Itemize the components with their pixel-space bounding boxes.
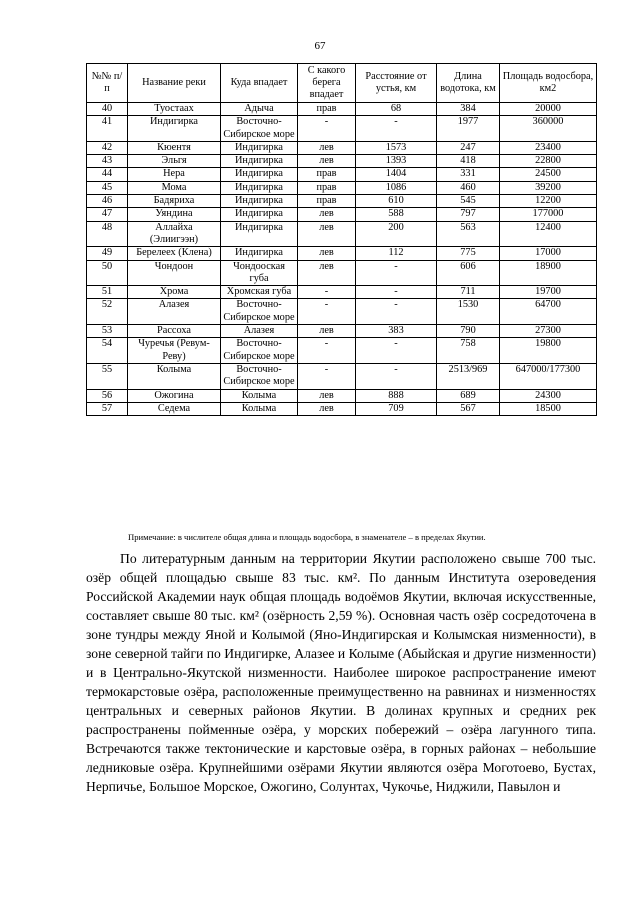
table-cell: 563	[437, 221, 500, 247]
table-cell: Чондоон	[128, 260, 221, 286]
table-cell: лев	[298, 155, 356, 168]
table-cell: Кюентя	[128, 141, 221, 154]
table-cell: Восточно-Сибирское море	[221, 363, 298, 389]
table-cell: лев	[298, 402, 356, 415]
table-cell: 18900	[500, 260, 597, 286]
table-row	[87, 195, 597, 208]
table-cell: -	[356, 260, 437, 286]
table-row	[87, 286, 597, 299]
table-cell: 12400	[500, 221, 597, 247]
table-cell: 57	[87, 402, 128, 415]
table-cell: лев	[298, 208, 356, 221]
table-cell: Индигирка	[221, 168, 298, 181]
table-cell: 54	[87, 338, 128, 364]
table-cell: 39200	[500, 181, 597, 194]
table-cell: Индигирка	[221, 247, 298, 260]
table-cell: 45	[87, 181, 128, 194]
table-cell: 360000	[500, 116, 597, 142]
table-cell: 42	[87, 141, 128, 154]
table-cell: Аллайха (Элиигээн)	[128, 221, 221, 247]
table-cell: -	[298, 338, 356, 364]
column-header: Площадь водосбора, км2	[500, 64, 597, 103]
table-row	[87, 116, 597, 142]
table-cell: 23400	[500, 141, 597, 154]
table-cell: 758	[437, 338, 500, 364]
column-header: С какого берега впадает	[298, 64, 356, 103]
table-cell: 331	[437, 168, 500, 181]
table-body	[87, 103, 597, 416]
table-cell: 1404	[356, 168, 437, 181]
table-cell: Колыма	[221, 402, 298, 415]
table-row	[87, 338, 597, 364]
table-cell: 797	[437, 208, 500, 221]
table-cell: Адыча	[221, 103, 298, 116]
table-cell: 200	[356, 221, 437, 247]
table-cell: 545	[437, 195, 500, 208]
table-cell: 567	[437, 402, 500, 415]
table-row	[87, 363, 597, 389]
table-cell: Уяндина	[128, 208, 221, 221]
table-cell: 888	[356, 389, 437, 402]
table-cell: 1393	[356, 155, 437, 168]
table-cell: 19700	[500, 286, 597, 299]
table-cell: Мома	[128, 181, 221, 194]
table-cell: Индигирка	[221, 181, 298, 194]
table-cell: 20000	[500, 103, 597, 116]
table-cell: -	[298, 299, 356, 325]
table-cell: Туостаах	[128, 103, 221, 116]
table-cell: 709	[356, 402, 437, 415]
table-cell: лев	[298, 260, 356, 286]
table-cell: 610	[356, 195, 437, 208]
table-cell: 41	[87, 116, 128, 142]
table-cell: 790	[437, 325, 500, 338]
table-cell: 27300	[500, 325, 597, 338]
table-cell: Рассоха	[128, 325, 221, 338]
table-cell: 50	[87, 260, 128, 286]
table-cell: 52	[87, 299, 128, 325]
body-paragraph: По литературным данным на территории Якутии расположено свыше 700 тыс. озёр общей площадью свыше 83 тыс. км². По данным Института озероведения Российской Академии наук общая площадь водоёмов Якутии, включая искусственные, составляет свыше 80 тыс. км² (озёрность 2,59 %). Основная часть озёр сосредоточена в зоне тундры между Яной и Колымой (Яно-Индигирская и Колымская низменности), в зоне северной тайги по Индигирке, Алазее и Колыме (Абыйская и другие низменности) и в Центрально-Якутской низменности. Наиболее широкое распространение имеют термокарстовые озёра, расположенные преимущественно на равнинах и низменностях центральных и северных районов Якутии. В долинах крупных и средних рек распространены пойменные озёра, у морских побережий – озёра лагунного типа. Встречаются также тектонические и карстовые озёра, в горных районах – небольшие ледниковые озёра. Крупнейшими озёрами Якутии являются озёра Моготоево, Бустах, Нерпичье, Большое Морское, Ожогино, Солунтах, Чукочье, Ниджили, Павылон и	[86, 551, 596, 794]
table-cell: 1573	[356, 141, 437, 154]
table-row	[87, 221, 597, 247]
table-cell: 24300	[500, 389, 597, 402]
table-cell: 689	[437, 389, 500, 402]
table-row	[87, 155, 597, 168]
table-cell: 53	[87, 325, 128, 338]
table-cell: 247	[437, 141, 500, 154]
table-cell: 384	[437, 103, 500, 116]
column-header: Куда впадает	[221, 64, 298, 103]
table-note: Примечание: в числителе общая длина и площадь водосбора, в знаменателе – в пределах Якутии.	[128, 532, 486, 542]
table-cell: 24500	[500, 168, 597, 181]
table-cell: Восточно-Сибирское море	[221, 116, 298, 142]
table-row	[87, 141, 597, 154]
table-row	[87, 208, 597, 221]
table-cell: Колыма	[128, 363, 221, 389]
table-cell: 19800	[500, 338, 597, 364]
table-cell: Берелеех (Клена)	[128, 247, 221, 260]
table-cell: 383	[356, 325, 437, 338]
table-cell: Эльгя	[128, 155, 221, 168]
table-cell: 46	[87, 195, 128, 208]
table-cell: лев	[298, 389, 356, 402]
table-cell: Хромская губа	[221, 286, 298, 299]
column-header: Расстояние от устья, км	[356, 64, 437, 103]
table-cell: лев	[298, 247, 356, 260]
table-cell: Индигирка	[221, 221, 298, 247]
table-cell: 1086	[356, 181, 437, 194]
table-cell: Хрома	[128, 286, 221, 299]
table-cell: Седема	[128, 402, 221, 415]
table-cell: Чуречья (Ревум-Реву)	[128, 338, 221, 364]
table-cell: 40	[87, 103, 128, 116]
table-cell: 711	[437, 286, 500, 299]
table-cell: 1977	[437, 116, 500, 142]
table-cell: 588	[356, 208, 437, 221]
table-cell: Восточно-Сибирское море	[221, 338, 298, 364]
table-cell: 177000	[500, 208, 597, 221]
table-cell: 775	[437, 247, 500, 260]
table-row	[87, 103, 597, 116]
table-cell: -	[356, 116, 437, 142]
table-cell: 460	[437, 181, 500, 194]
table-cell: прав	[298, 103, 356, 116]
table-cell: 418	[437, 155, 500, 168]
table-cell: Ожогина	[128, 389, 221, 402]
table-cell: лев	[298, 221, 356, 247]
table-cell: Индигирка	[221, 155, 298, 168]
table-cell: 12200	[500, 195, 597, 208]
table-cell: 2513/969	[437, 363, 500, 389]
table-cell: -	[356, 299, 437, 325]
table-row	[87, 402, 597, 415]
table-row	[87, 299, 597, 325]
table-cell: 68	[356, 103, 437, 116]
table-cell: Бадяриха	[128, 195, 221, 208]
table-row	[87, 168, 597, 181]
table-cell: -	[298, 116, 356, 142]
table-cell: Колыма	[221, 389, 298, 402]
table-cell: Индигирка	[128, 116, 221, 142]
table-cell: 43	[87, 155, 128, 168]
table-cell: 47	[87, 208, 128, 221]
table-cell: Нера	[128, 168, 221, 181]
table-cell: 44	[87, 168, 128, 181]
table-cell: лев	[298, 141, 356, 154]
table-cell: 51	[87, 286, 128, 299]
page-number: 67	[314, 40, 326, 52]
table-cell: Алазея	[128, 299, 221, 325]
table-cell: 647000/177300	[500, 363, 597, 389]
table-cell: 22800	[500, 155, 597, 168]
rivers-table	[86, 63, 597, 416]
column-header: №№ п/п	[87, 64, 128, 103]
table-cell: прав	[298, 181, 356, 194]
table-cell: 18500	[500, 402, 597, 415]
table-cell: 606	[437, 260, 500, 286]
table-cell: -	[356, 363, 437, 389]
table-cell: 48	[87, 221, 128, 247]
table-cell: -	[356, 286, 437, 299]
column-header: Длина водотока, км	[437, 64, 500, 103]
table-cell: -	[298, 363, 356, 389]
table-header-row	[87, 64, 597, 103]
table-row	[87, 247, 597, 260]
table-cell: Чондооская губа	[221, 260, 298, 286]
table-cell: 56	[87, 389, 128, 402]
table-row	[87, 325, 597, 338]
table-cell: 1530	[437, 299, 500, 325]
table-cell: -	[356, 338, 437, 364]
table-cell: 55	[87, 363, 128, 389]
table-row	[87, 389, 597, 402]
column-header: Название реки	[128, 64, 221, 103]
table-cell: Индигирка	[221, 208, 298, 221]
table-cell: прав	[298, 168, 356, 181]
table-cell: 17000	[500, 247, 597, 260]
table-cell: прав	[298, 195, 356, 208]
table-cell: лев	[298, 325, 356, 338]
table-row	[87, 260, 597, 286]
table-cell: Индигирка	[221, 141, 298, 154]
table-cell: -	[298, 286, 356, 299]
table-header	[87, 64, 597, 103]
table-cell: 49	[87, 247, 128, 260]
table-row	[87, 181, 597, 194]
table-cell: 64700	[500, 299, 597, 325]
table-cell: 112	[356, 247, 437, 260]
table-cell: Алазея	[221, 325, 298, 338]
table-cell: Индигирка	[221, 195, 298, 208]
table-cell: Восточно-Сибирское море	[221, 299, 298, 325]
